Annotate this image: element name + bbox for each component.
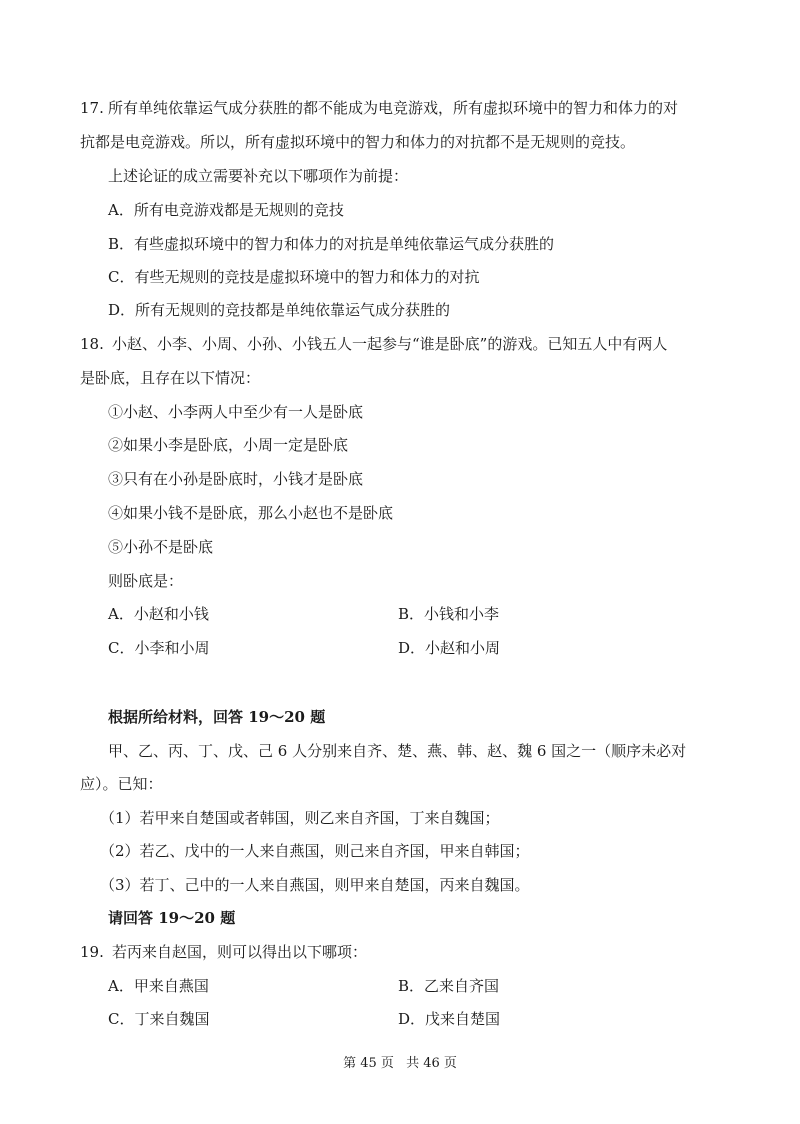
page-number: 第 45 页: [343, 1056, 394, 1071]
q18-condition-3: ③只有在小孙是卧底时，小钱才是卧底: [108, 470, 364, 488]
q19-option-b: B．乙来自齐国: [398, 977, 500, 995]
material-condition-3: （3）若丁、己中的一人来自燕国，则甲来自楚国，丙来自魏国。: [100, 876, 530, 894]
q19-option-d: D．戊来自楚国: [398, 1010, 501, 1028]
q17-prompt: 上述论证的成立需要补充以下哪项作为前提：: [108, 167, 409, 185]
q18-stem-line1: 小赵、小李、小周、小孙、小钱五人一起参与“谁是卧底”的游戏。已知五人中有两人: [112, 335, 668, 353]
q18-option-a: A．小赵和小钱: [108, 605, 209, 623]
q17-stem-line2: 抗都是电竞游戏。所以，所有虚拟环境中的智力和体力的对抗都不是无规则的竞技。: [80, 133, 636, 151]
material-condition-2: （2）若乙、戊中的一人来自燕国，则己来自齐国，甲来自韩国；: [100, 842, 530, 860]
q17-option-a: A．所有电竞游戏都是无规则的竞技: [108, 201, 344, 219]
q18-condition-5: ⑤小孙不是卧底: [108, 538, 214, 556]
q19-number: 19.: [80, 943, 104, 961]
material-condition-1: （1）若甲来自楚国或者韩国，则乙来自齐国，丁来自魏国；: [100, 809, 500, 827]
page-footer: [0, 1052, 800, 1071]
q17-number: 17.: [80, 99, 104, 117]
q18-number: 18.: [80, 335, 104, 353]
q18-condition-1: ①小赵、小李两人中至少有一人是卧底: [108, 403, 364, 421]
q17-option-c: C．有些无规则的竞技是虚拟环境中的智力和体力的对抗: [108, 268, 480, 286]
material-text-line1: 甲、乙、丙、丁、戊、己 6 人分别来自齐、楚、燕、韩、赵、魏 6 国之一（顺序未必对: [108, 742, 687, 760]
q19-stem: 若丙来自赵国，则可以得出以下哪项：: [112, 943, 368, 961]
q19-option-a: A．甲来自燕国: [108, 977, 209, 995]
q17-option-b: B．有些虚拟环境中的智力和体力的对抗是单纯依靠运气成分获胜的: [108, 235, 555, 253]
q19-option-c: C．丁来自魏国: [108, 1010, 210, 1028]
q18-prompt: 则卧底是：: [108, 572, 184, 590]
material-text-line2: 应）。已知：: [80, 775, 163, 793]
q18-option-d: D．小赵和小周: [398, 639, 501, 657]
q18-condition-2: ②如果小李是卧底，小周一定是卧底: [108, 436, 349, 454]
q17-option-d: D．所有无规则的竞技都是单纯依靠运气成分获胜的: [108, 301, 451, 319]
q18-option-b: B．小钱和小李: [398, 605, 500, 623]
q18-condition-4: ④如果小钱不是卧底，那么小赵也不是卧底: [108, 504, 394, 522]
q17-stem-line1: 所有单纯依靠运气成分获胜的都不能成为电竞游戏，所有虚拟环境中的智力和体力的对: [108, 99, 679, 117]
page-total: 共 46 页: [406, 1056, 457, 1071]
q18-option-c: C．小李和小周: [108, 639, 210, 657]
material-heading: 根据所给材料，回答 19～20 题: [108, 708, 326, 726]
answer-heading: 请回答 19～20 题: [108, 909, 236, 927]
q18-stem-line2: 是卧底，且存在以下情况：: [80, 369, 261, 387]
